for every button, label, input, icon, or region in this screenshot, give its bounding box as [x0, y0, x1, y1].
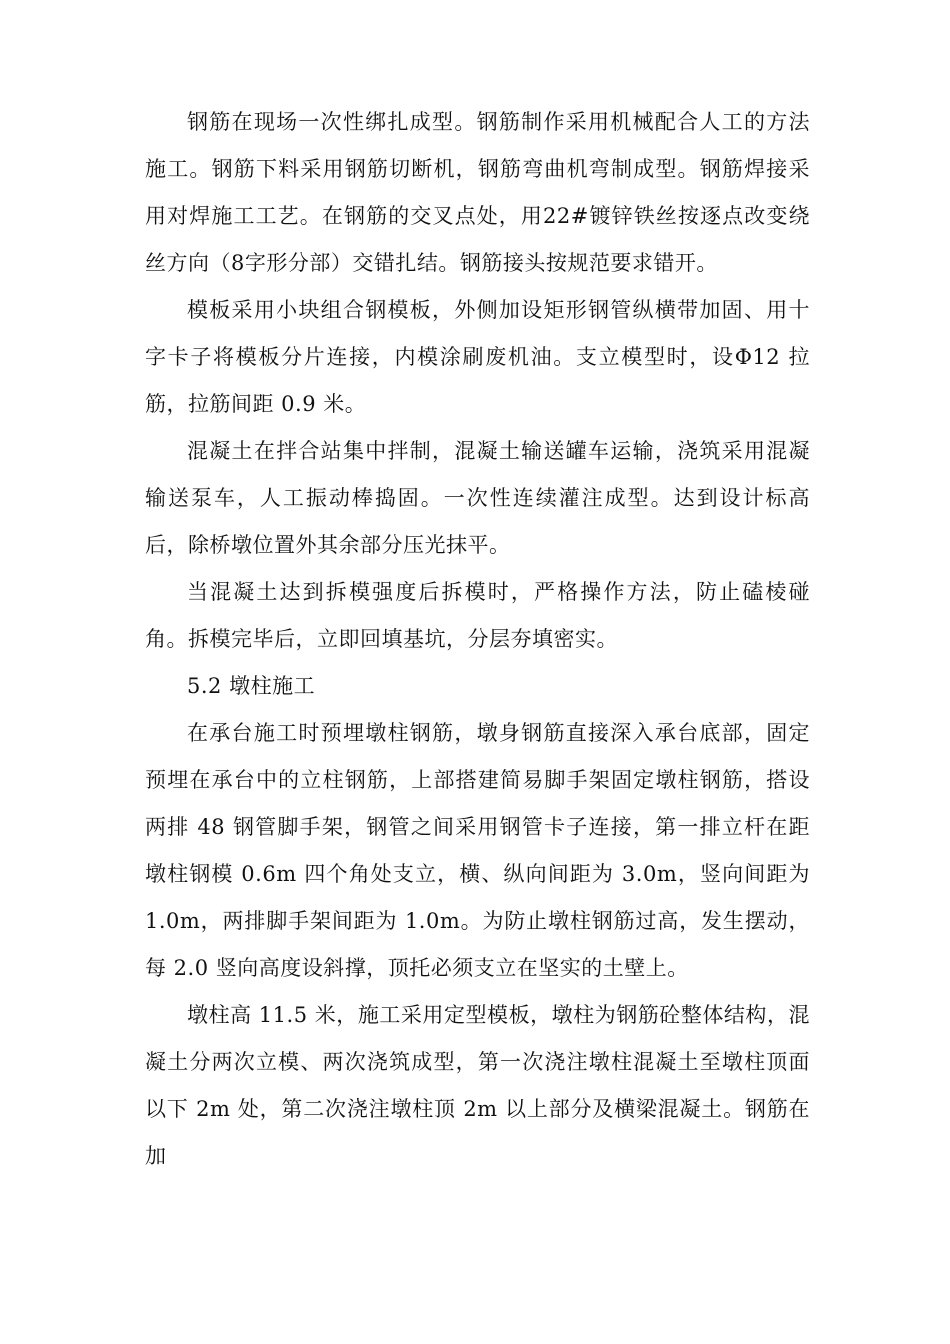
paragraph-concrete: 混凝土在拌合站集中拌制，混凝土输送罐车运输，浇筑采用混凝输送泵车，人工振动棒捣固。一次性连续灌注成型。达到设计标高后，除桥墩位置外其余部分压光抹平。 [145, 439, 810, 557]
paragraph-formwork: 模板采用小块组合钢模板，外侧加设矩形钢管纵横带加固、用十字卡子将模板分片连接，内模涂刷废机油。支立模型时，设Φ12 拉筋，拉筋间距 0.9 米。 [145, 298, 810, 416]
document-body [145, 99, 810, 1180]
paragraph-demolding: 当混凝土达到拆模强度后拆模时，严格操作方法，防止磕棱碰角。拆模完毕后，立即回填基坑，分层夯填密实。 [145, 580, 810, 651]
paragraph-pier-pour: 墩柱高 11.5 米，施工采用定型模板，墩柱为钢筋砼整体结构，混凝土分两次立模、两次浇筑成型，第一次浇注墩柱混凝土至墩柱顶面以下 2m 处，第二次浇注墩柱顶 2m 以上部分及横梁混凝土。钢筋在加 [145, 1003, 810, 1168]
paragraph-rebar: 钢筋在现场一次性绑扎成型。钢筋制作采用机械配合人工的方法施工。钢筋下料采用钢筋切断机，钢筋弯曲机弯制成型。钢筋焊接采用对焊施工工艺。在钢筋的交叉点处，用22#镀锌铁丝按逐点改变绕丝方向（8字形分部）交错扎结。钢筋接头按规范要求错开。 [145, 110, 810, 275]
section-heading: 5.2 墩柱施工 [187, 674, 316, 698]
paragraph-pier-rebar: 在承台施工时预埋墩柱钢筋，墩身钢筋直接深入承台底部，固定预埋在承台中的立柱钢筋，上部搭建简易脚手架固定墩柱钢筋，搭设两排 48 钢管脚手架，钢管之间采用钢管卡子连接，第一排立杆在距墩柱钢模 0.6m 四个角处支立，横、纵向间距为 3.0m，竖向间距为 1.0m，两排脚手架间距为 1.0m。为防止墩柱钢筋过高，发生摆动，每 2.0 竖向高度设斜撑，顶托必须支立在坚实的土壁上。 [145, 721, 810, 980]
